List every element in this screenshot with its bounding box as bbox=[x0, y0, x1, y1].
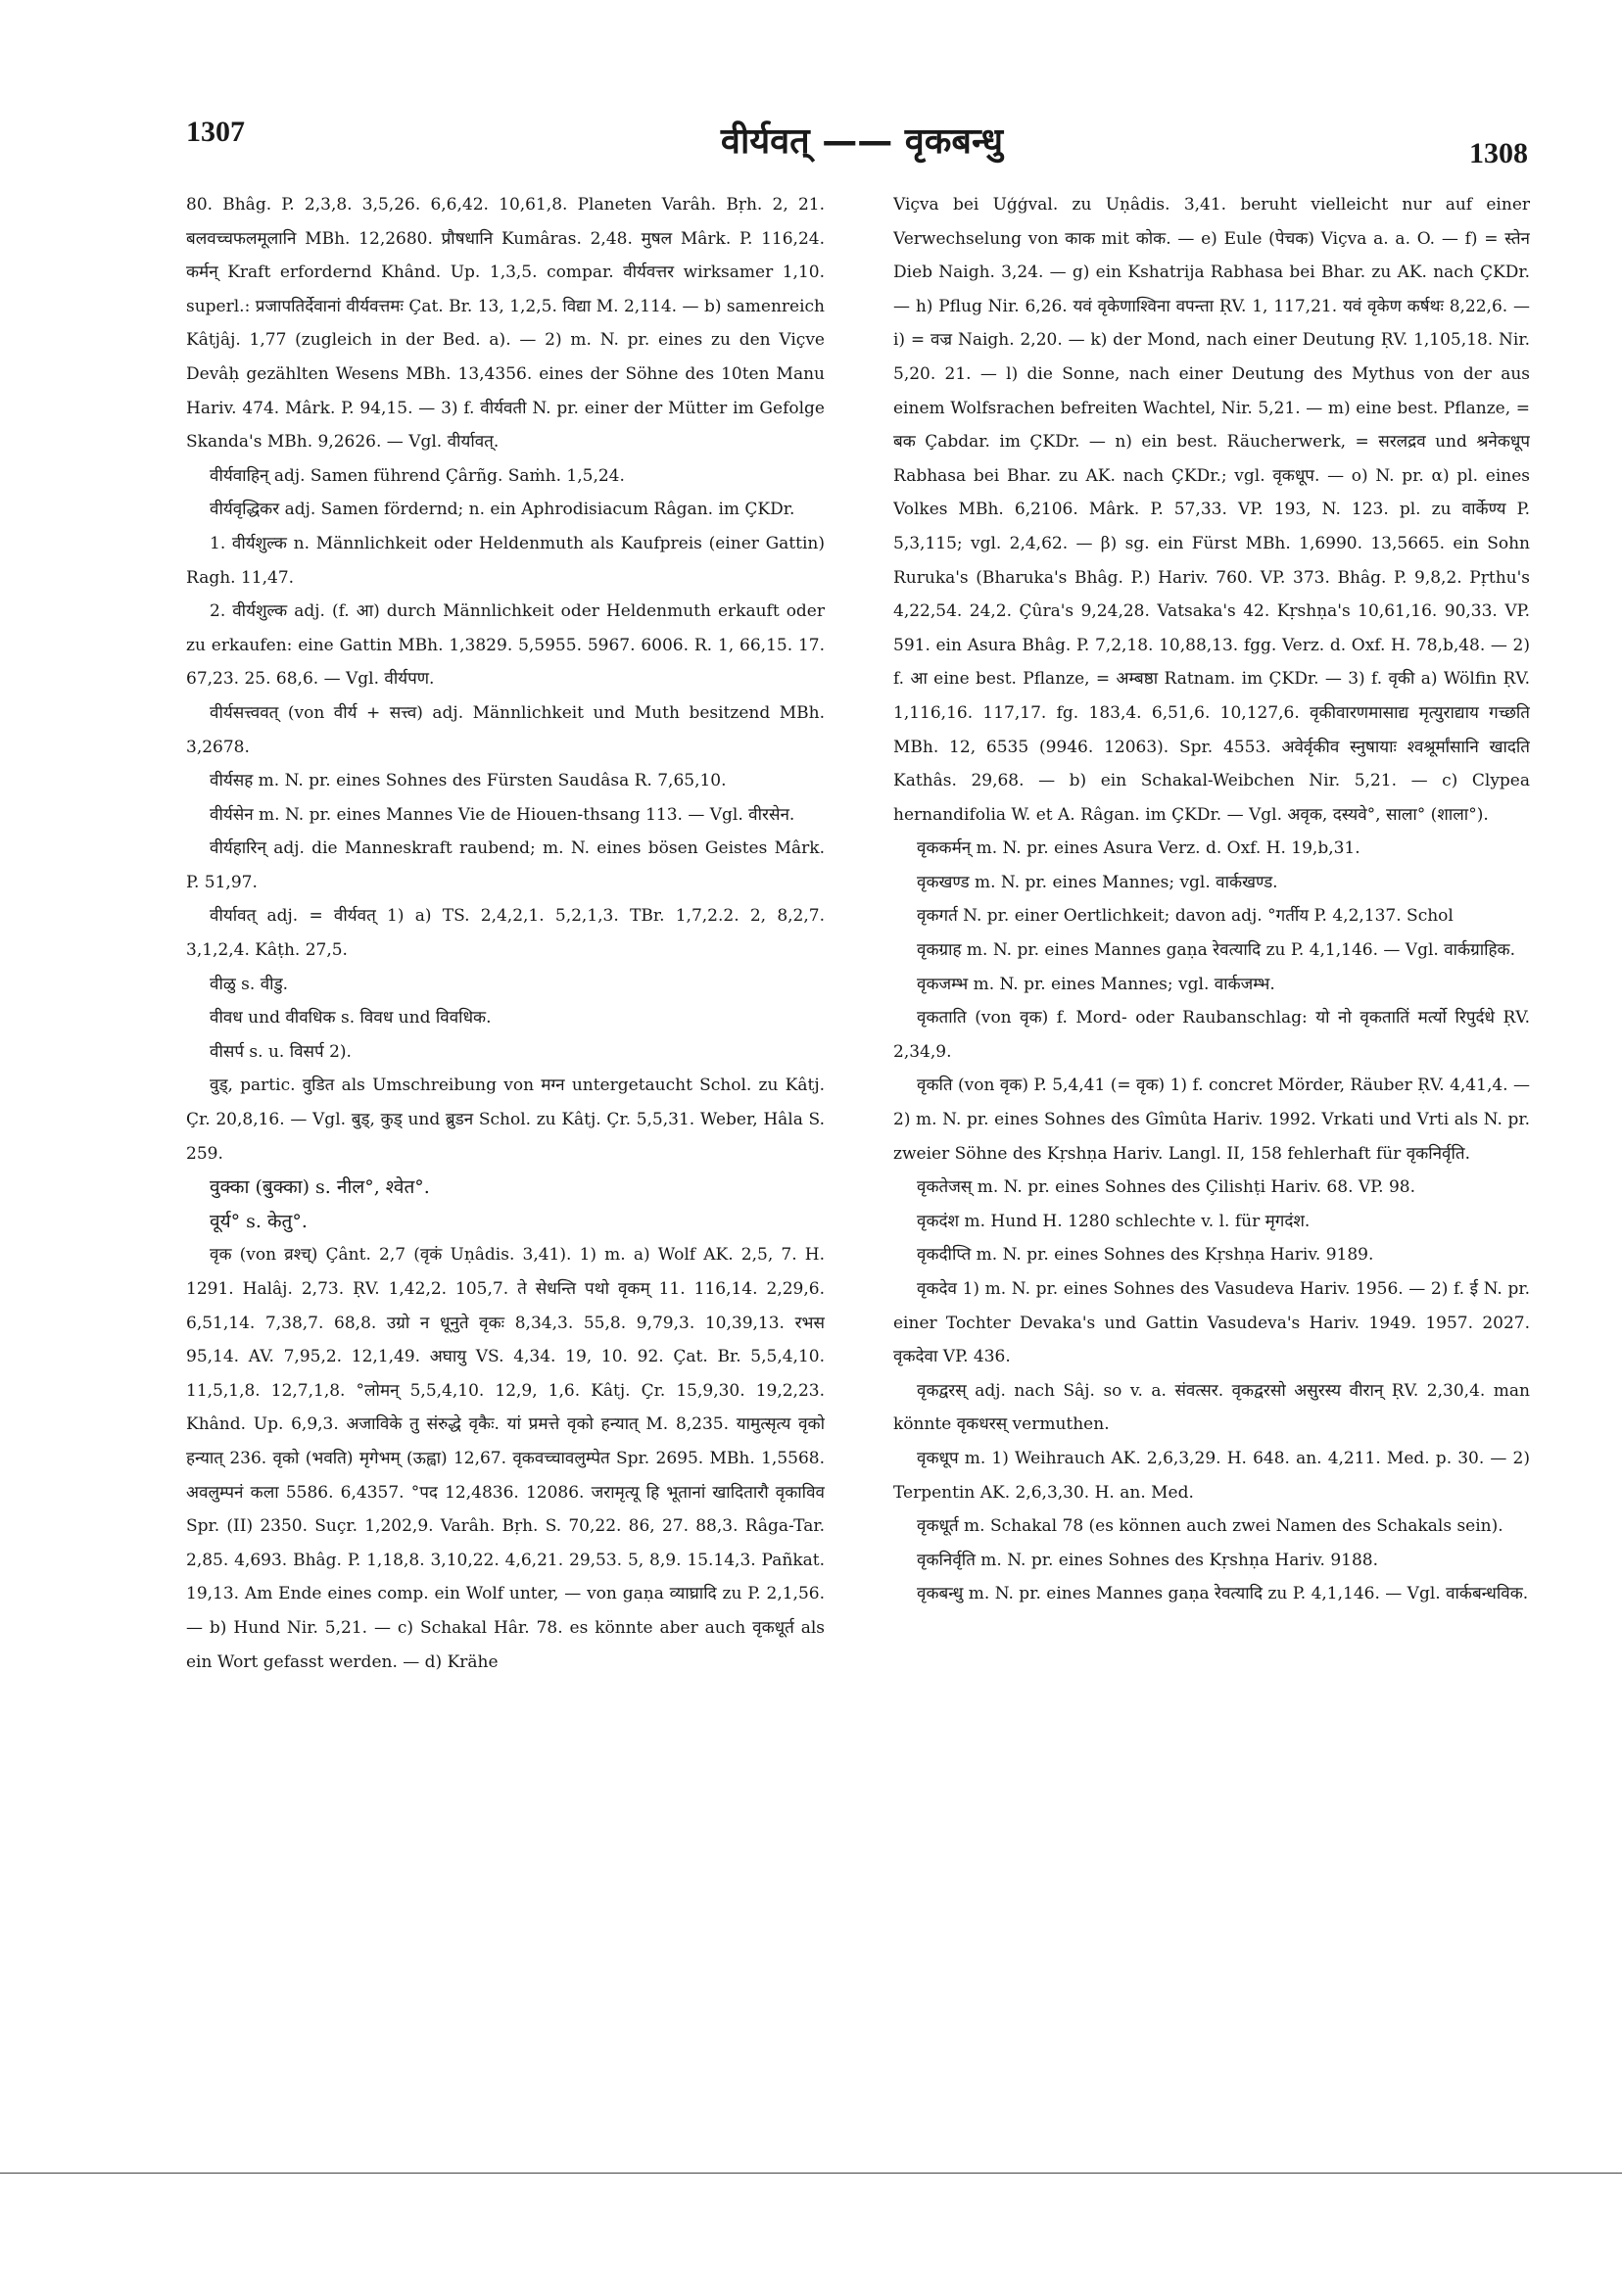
dictionary-entry: वीर्यसह m. N. pr. eines Sohnes des Fürsten Saudâsa R. 7,65,10. bbox=[210, 771, 727, 791]
dictionary-entry: वीर्यहारिन् adj. die Manneskraft raubend; m. N. eines bösen Geistes Mârk. P. 51,97. bbox=[186, 838, 825, 892]
dictionary-entry: वृकधूर्त m. Schakal 78 (es können auch zwei Namen des Schakals sein). bbox=[917, 1516, 1503, 1537]
left-page-number: 1307 bbox=[186, 116, 245, 148]
right-page-number: 1308 bbox=[1469, 137, 1528, 169]
right-column bbox=[893, 188, 1530, 2049]
footer-rule bbox=[0, 2173, 1622, 2174]
dictionary-entry: वृकदंश m. Hund H. 1280 schlechte v. l. für मृगदंश. bbox=[917, 1211, 1311, 1231]
dictionary-entry: वृकतेजस् m. N. pr. eines Sohnes des Çilishṭi Hariv. 68. VP. 98. bbox=[917, 1177, 1415, 1198]
left-column bbox=[186, 188, 825, 2049]
dictionary-entry: वृकनिर्वृति m. N. pr. eines Sohnes des Kṛshṇa Hariv. 9188. bbox=[917, 1550, 1379, 1570]
dictionary-entry: वीर्यवृद्धिकर adj. Samen fördernd; n. ein Aphrodisiacum Râgan. im ÇKDr. bbox=[210, 500, 795, 520]
dictionary-entry: वीर्यावत् adj. = वीर्यवत् 1) a) TS. 2,4,2,1. 5,2,1,3. TBr. 1,7,2.2. 2, 8,2,7. 3,1,2,4. Kâṭh. 27,5. bbox=[186, 906, 825, 961]
dictionary-entry: वीर्यसेन m. N. pr. eines Mannes Vie de Hiouen-thsang 113. — Vgl. वीरसेन. bbox=[210, 804, 795, 825]
dictionary-entry: वृकखण्ड m. N. pr. eines Mannes; vgl. वार्कखण्ड. bbox=[917, 872, 1278, 892]
dictionary-entry: 80. Bhâg. P. 2,3,8. 3,5,26. 6,6,42. 10,61,8. Planeten Varâh. Bṛh. 2, 21. बलवच्चफलमूलानि MBh. 12,2680. प्रौषधानि Kumâras. 2,48. मुषल Mârk. P. 116,24. कर्मन् Kraft erfordernd Khând. Up. 1,3,5. compar. वीर्यवत्तर wirksamer 1,10. superl.: प्रजापतिर्देवानां वीर्यवत्तमः Çat. Br. 13, 1,2,5. विद्या M. 2,114. — b) samenreich Kâtjâj. 1,77 (zugleich in der Bed. a). — 2) m. N. pr. eines zu den Viçve Devâḥ gezählten Wesens MBh. 13,4356. eines der Söhne des 10ten Manu Hariv. 474. Mârk. P. 94,15. — 3) f. वीर्यवती N. pr. einer der Mütter im Gefolge Skanda's MBh. 9,2626. — Vgl. वीर्यावत्. bbox=[186, 195, 825, 453]
dictionary-entry: वीर्यसत्त्ववत् (von वीर्य + सत्त्व) adj. Männlichkeit und Muth besitzend MBh. 3,2678. bbox=[186, 702, 825, 757]
dictionary-entry: वीवध und वीवधिक s. विवध und विवधिक. bbox=[210, 1008, 492, 1028]
dictionary-entry: वूर्य° s. केतु°. bbox=[210, 1210, 308, 1232]
page-header bbox=[0, 0, 1622, 176]
dictionary-entry: वृकधूप m. 1) Weihrauch AK. 2,6,3,29. H. 648. an. 4,211. Med. p. 30. — 2) Terpentin AK. 2,6,3,30. H. an. Med. bbox=[893, 1448, 1530, 1503]
dictionary-entry: 1. वीर्यशुल्क n. Männlichkeit oder Heldenmuth als Kaufpreis (einer Gattin) Ragh. 11,47. bbox=[186, 533, 825, 588]
dictionary-entry: वृकगर्त N. pr. einer Oertlichkeit; davon adj. °गर्तीय P. 4,2,137. Schol bbox=[917, 906, 1454, 927]
dictionary-entry: वुड्, partic. वुडित als Umschreibung von मग्न untergetaucht Schol. zu Kâtj. Çr. 20,8,16. — Vgl. बुड्, कुड् und ब्रुडन Schol. zu Kâtj. Çr. 5,5,31. Weber, Hâla S. 259. bbox=[186, 1076, 825, 1164]
dictionary-entry: वीसर्प s. u. विसर्प 2). bbox=[210, 1041, 352, 1062]
dictionary-entry: वीळु s. वीडु. bbox=[210, 974, 289, 994]
dictionary-entry: Viçva bei Uģģval. zu Uṇâdis. 3,41. beruht vielleicht nur auf einer Verwechselung von काक mit कोक. — e) Eule (पेचक) Viçva a. a. O. — f) = स्तेन Dieb Naigh. 3,24. — g) ein Kshatrija Rabhasa bei Bhar. zu AK. nach ÇKDr. — h) Pflug Nir. 6,26. यवं वृकेणाश्विना वपन्ता ṚV. 1, 117,21. यवं वृकेण कर्षथः 8,22,6. — i) = वज्र Naigh. 2,20. — k) der Mond, nach einer Deutung ṚV. 1,105,18. Nir. 5,20. 21. — l) die Sonne, nach einer Deutung des Mythus von der aus einem Wolfsrachen befreiten Wachtel, Nir. 5,21. — m) eine best. Pflanze, = बक Çabdar. im ÇKDr. — n) ein best. Räucherwerk, = सरलद्रव und श्रनेकधूप Rabhasa bei Bhar. zu AK. nach ÇKDr.; vgl. वृकधूप. — o) N. pr. α) pl. eines Volkes MBh. 6,2106. Mârk. P. 57,33. VP. 193, N. 123. pl. zu वार्केण्य P. 5,3,115; vgl. 2,4,62. — β) sg. ein Fürst MBh. 1,6990. 13,5665. ein Sohn Ruruka's (Bharuka's Bhâg. P.) Hariv. 760. VP. 373. Bhâg. P. 9,8,2. Pṛthu's 4,22,54. 24,2. Çûra's 9,24,28. Vatsaka's 42. Kṛshṇa's 10,61,16. 90,33. VP. 591. ein Asura Bhâg. P. 7,2,18. 10,88,13. fgg. Verz. d. Oxf. H. 78,b,48. — 2) f. आ eine best. Pflanze, = अम्बष्ठा Ratnam. im ÇKDr. — 3) f. वृकी a) Wölfin ṚV. 1,116,16. 117,17. fg. 183,4. 6,51,6. 10,127,6. वृकीवारणमासाद्य मृत्युराद्याय गच्छति MBh. 12, 6535 (9946. 12063). Spr. 4553. अवेर्वृकीव स्नुषायाः श्वश्रूर्मांसानि खादति Kathâs. 29,68. — b) ein Schakal-Weibchen Nir. 5,21. — c) Clypea hernandifolia W. et A. Râgan. im ÇKDr. — Vgl. अवृक, दस्यवे°, साला° (शाला°). bbox=[893, 195, 1530, 825]
dictionary-entry: वीर्यवाहिन् adj. Samen führend Çârñg. Saṁh. 1,5,24. bbox=[210, 465, 625, 486]
dictionary-entry: 2. वीर्यशुल्क adj. (f. आ) durch Männlichkeit oder Heldenmuth erkauft oder zu erkaufen: eine Gattin MBh. 1,3829. 5,5955. 5967. 6006. R. 1, 66,15. 17. 67,23. 25. 68,6. — Vgl. वीर्यपण. bbox=[186, 601, 825, 690]
dictionary-entry: वृकताति (von वृक) f. Mord- oder Raubanschlag: यो नो वृकतातिं मर्त्यो रिपुर्दधे ṚV. 2,34,9. bbox=[893, 1008, 1530, 1062]
dictionary-entry: वृकदीप्ति m. N. pr. eines Sohnes des Kṛshṇa Hariv. 9189. bbox=[917, 1245, 1374, 1266]
dictionary-entry: वुक्का (बुक्का) s. नील°, श्वेत°. bbox=[210, 1176, 430, 1199]
dictionary-entry: वृककर्मन् m. N. pr. eines Asura Verz. d. Oxf. H. 19,b,31. bbox=[917, 838, 1360, 859]
dictionary-entry: वृक (von व्रश्च्) Çânt. 2,7 (वृकं Uṇâdis. 3,41). 1) m. a) Wolf AK. 2,5, 7. H. 1291. Halâj. 2,73. ṚV. 1,42,2. 105,7. ते सेधन्ति पथो वृकम् 11. 116,14. 2,29,6. 6,51,14. 7,38,7. 68,8. उग्रो न धूनुते वृकः 8,34,3. 55,8. 9,79,3. 10,39,13. रभस 95,14. AV. 7,95,2. 12,1,49. अघायु VS. 4,34. 19, 10. 92. Çat. Br. 5,5,4,10. 11,5,1,8. 12,7,1,8. °लोमन् 5,5,4,10. 12,9, 1,6. Kâtj. Çr. 15,9,30. 19,2,23. Khând. Up. 6,9,3. अजाविके तु संरुद्धे वृकैः. यां प्रमत्ते वृको हन्यात् M. 8,235. यामुत्सृत्य वृको हन्यात् 236. वृको (भवति) मृगेभम् (ऊह्वा) 12,67. वृकवच्चावलुम्पेत Spr. 2695. MBh. 1,5568. अवलुम्पनं कला 5586. 6,4357. °पद 12,4836. 12086. जरामृत्यू हि भूतानां खादितारौ वृकाविव Spr. (II) 2350. Suçr. 1,202,9. Varâh. Bṛh. S. 70,22. 86, 27. 88,3. Râga-Tar. 2,85. 4,693. Bhâg. P. 1,18,8. 3,10,22. 4,6,21. 29,53. 5, 8,9. 15.14,3. Pañkat. 19,13. Am Ende eines comp. ein Wolf unter, — von gaṇa व्याघ्रादि zu P. 2,1,56. — b) Hund Nir. 5,21. — c) Schakal Hâr. 78. es könnte aber auch वृकधूर्त als ein Wort gefasst werden. — d) Krähe bbox=[186, 1245, 825, 1672]
dictionary-entry: वृकबन्धु m. N. pr. eines Mannes gaṇa रेवत्यादि zu P. 4,1,146. — Vgl. वार्कबन्धविक. bbox=[917, 1584, 1529, 1604]
dictionary-entry: वृकग्राह m. N. pr. eines Mannes gaṇa रेवत्यादि zu P. 4,1,146. — Vgl. वार्कग्राहिक. bbox=[917, 940, 1516, 961]
dictionary-entry: वृकजम्भ m. N. pr. eines Mannes; vgl. वार्कजम्भ. bbox=[917, 974, 1275, 994]
dictionary-entry: वृकदेव 1) m. N. pr. eines Sohnes des Vasudeva Hariv. 1956. — 2) f. ई N. pr. einer Tochter Devaka's und Gattin Vasudeva's Hariv. 1949. 1957. 2027. वृकदेवा VP. 436. bbox=[893, 1279, 1530, 1367]
dictionary-entry: वृकति (von वृक) P. 5,4,41 (= वृक) 1) f. concret Mörder, Räuber ṚV. 4,41,4. — 2) m. N. pr. eines Sohnes des Gîmûta Hariv. 1992. Vrkati und Vrti als N. pr. zweier Söhne des Kṛshṇa Hariv. Langl. II, 158 fehlerhaft für वृकनिर्वृति. bbox=[893, 1076, 1530, 1164]
dictionary-entry: वृकद्वरस् adj. nach Sâj. so v. a. संवत्सर. वृकद्वरसो असुरस्य वीरान् ṚV. 2,30,4. man könnte वृकधरस् vermuthen. bbox=[893, 1380, 1530, 1435]
running-title: वीर्यवत् —— वृकबन्धु bbox=[720, 121, 1004, 162]
